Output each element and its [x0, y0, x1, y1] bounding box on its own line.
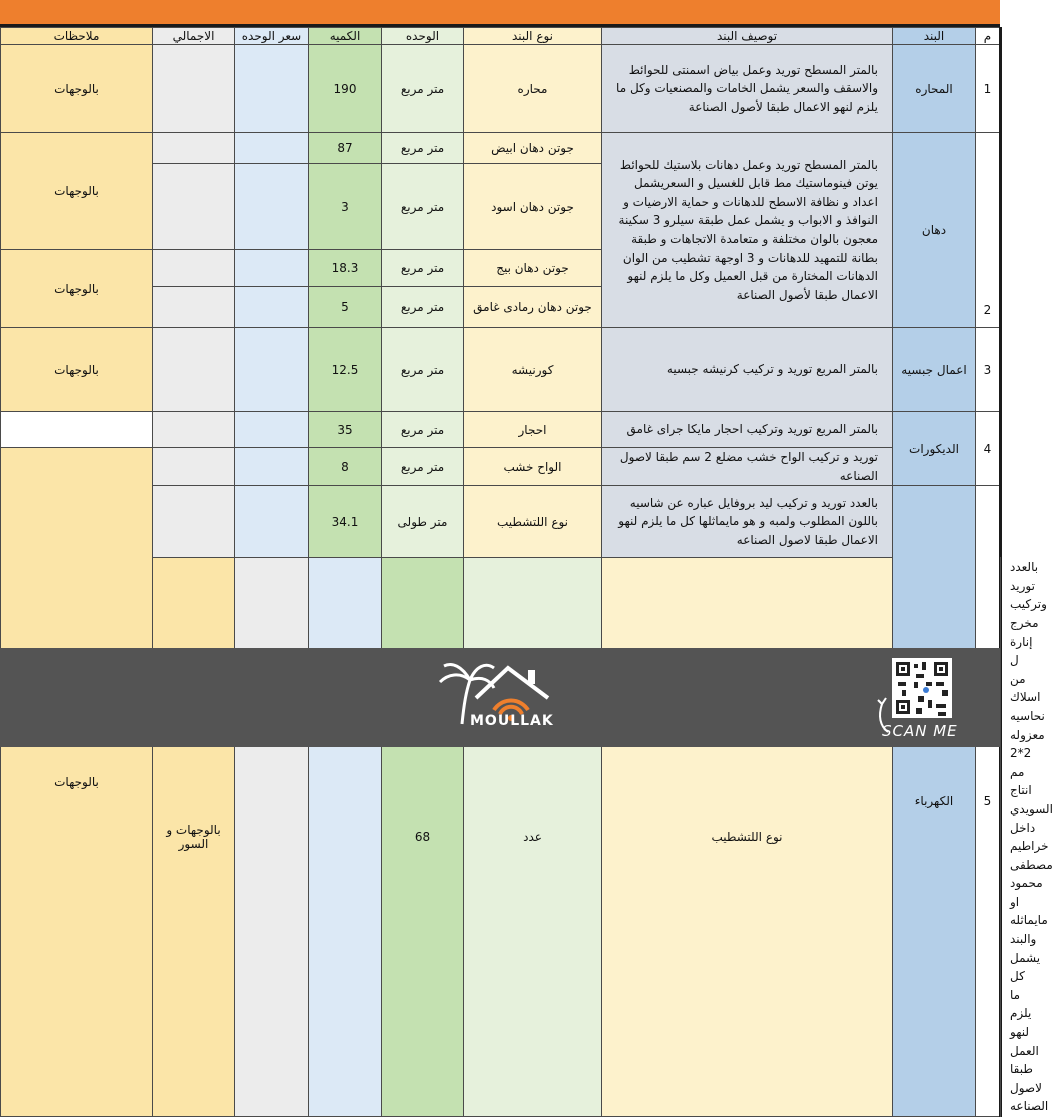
table-row [1, 448, 1001, 486]
item-type-cell: نوع اللتشطيب [602, 558, 893, 1117]
description-cell: بالمتر المسطح توريد وعمل بياض اسمنتى للحوائط والاسقف والسعر يشمل الخامات والمصنعيات وكل ما يلزم لنهو الاعمال طبقا لأصول الصناعة [602, 45, 893, 133]
table-row [1, 133, 1001, 164]
notes-cell: بالوجهات [1, 250, 153, 328]
item-type-cell: جوتن دهان ابيض [464, 133, 602, 164]
scan-me-label: SCAN ME [882, 722, 958, 740]
description-cell: بالمتر المسطح توريد وعمل دهانات بلاستيك للحوائط يوتن فينوماستيك مط قابل للغسيل و السعريشمل اعداد و نظافة الاسطح للدهانات و حماية الارضيات و النوافذ و الابواب و يشمل عمل طبقة سيلرو 3 سكينة معجون بالوان مختلفة و متعامدة الاتجاهات و طبقة بطانة للتمهيد للدهانات و 3 اوجهة تشطيب من الوان الدهانات المختارة من قبل العميل وكل ما يلزم لنهو الاعمال طبقا لأصول الصناعة [602, 133, 893, 328]
description-cell: بالمتر المربع توريد و تركيب كرنيشه جبسيه [602, 328, 893, 412]
quantity-cell: 18.3 [309, 250, 382, 287]
table-row: بالوجهات و السور 68 عدد نوع اللتشطيب بالعدد توريد وتركيب مخرج إنارة ل من اسلاك نحاسيه معزوله 2*2 مم انتاج السويدي داخل خراطيم مصطفى محمود او مايماثله والبند يشمل كل ما يلزم لنهو العمل طبقا لاصول الصناعه [1, 558, 1001, 1117]
table-row [1, 328, 1001, 412]
description-cell: بالعدد توريد و تركيب ليد بروفايل عباره عن شاسيه باللون المطلوب ولمبه و هو مايماثلها كل ما يلزم لنهو الاعمال طبقا لاصول الصناعه [602, 486, 893, 558]
item-type-cell: محاره [464, 45, 602, 133]
total-cell [153, 287, 235, 328]
total-cell [153, 45, 235, 133]
brand-name: MOULLAK [470, 713, 554, 729]
quantity-cell: 87 [309, 133, 382, 164]
item-cell: الديكورات [893, 412, 976, 486]
unit-price-cell [235, 133, 309, 164]
footer-bar [0, 648, 1000, 747]
notes-cell [1, 412, 153, 448]
total-cell [153, 412, 235, 448]
unit-cell: متر مربع [382, 287, 464, 328]
table-row [1, 45, 1001, 133]
number-cell: 5 [976, 486, 1001, 1117]
quantity-cell: 34.1 [309, 486, 382, 558]
unit-price-cell [235, 45, 309, 133]
number-cell: 1 [976, 45, 1001, 133]
header-item-type: نوع البند [464, 28, 602, 45]
item-type-cell: جوتن دهان رمادى غامق [464, 287, 602, 328]
quantity-cell: 12.5 [309, 328, 382, 412]
item-cell: اعمال جبسيه [893, 328, 976, 412]
number-cell: 2 [976, 133, 1001, 328]
quantity-cell: 5 [309, 287, 382, 328]
number-cell: 4 [976, 412, 1001, 486]
notes-cell: بالوجهات [1, 133, 153, 250]
unit-cell: متر مربع [382, 133, 464, 164]
item-type-cell: جوتن دهان بيج [464, 250, 602, 287]
item-cell: الكهرباء [893, 486, 976, 1117]
quantity-cell: 68 [382, 558, 464, 1117]
total-cell [153, 164, 235, 250]
notes-cell: بالوجهات [1, 328, 153, 412]
item-type-cell: كورنيشه [464, 328, 602, 412]
unit-price-cell [235, 164, 309, 250]
item-cell: دهان [893, 133, 976, 328]
unit-price-cell [235, 287, 309, 328]
header-item: البند [893, 28, 976, 45]
quantity-cell: 8 [309, 448, 382, 486]
header-description: توصيف البند [602, 28, 893, 45]
unit-cell: عدد [464, 558, 602, 1117]
unit-price-cell [235, 250, 309, 287]
item-type-cell: جوتن دهان اسود [464, 164, 602, 250]
quantity-cell: 35 [309, 412, 382, 448]
header-unit-price: سعر الوحده [235, 28, 309, 45]
unit-price-cell [235, 448, 309, 486]
item-type-cell: نوع اللتشطيب [464, 486, 602, 558]
unit-cell: متر مربع [382, 45, 464, 133]
notes-cell: بالوجهات [1, 448, 153, 1117]
total-cell [153, 133, 235, 164]
item-cell: المحاره [893, 45, 976, 133]
unit-cell: متر طولى [382, 486, 464, 558]
unit-cell: متر مربع [382, 412, 464, 448]
unit-cell: متر مربع [382, 250, 464, 287]
description-cell: بالمتر المربع توريد وتركيب احجار مايكا جراى غامق [602, 412, 893, 448]
notes-cell: بالوجهات [1, 45, 153, 133]
total-cell [235, 558, 309, 1117]
total-cell [153, 448, 235, 486]
table-row [1, 412, 1001, 448]
unit-cell: متر مربع [382, 448, 464, 486]
header-unit: الوحده [382, 28, 464, 45]
header-notes: ملاحظات [1, 28, 153, 45]
quantity-cell: 3 [309, 164, 382, 250]
description-cell: توريد و تركيب الواح خشب مضلع 2 سم طبقا لاصول الصناعه [602, 448, 893, 486]
boq-table [0, 27, 1053, 1117]
notes-cell: بالوجهات و السور [153, 558, 235, 1117]
number-cell: 3 [976, 328, 1001, 412]
unit-price-cell [235, 328, 309, 412]
unit-cell: متر مربع [382, 328, 464, 412]
item-type-cell: الواح خشب [464, 448, 602, 486]
unit-price-cell [235, 412, 309, 448]
unit-price-cell [235, 486, 309, 558]
total-cell [153, 486, 235, 558]
unit-cell: متر مربع [382, 164, 464, 250]
top-orange-bar [0, 0, 1000, 27]
total-cell [153, 250, 235, 287]
item-type-cell: احجار [464, 412, 602, 448]
total-cell [153, 328, 235, 412]
header-quantity: الكميه [309, 28, 382, 45]
unit-price-cell [309, 558, 382, 1117]
header-total: الاجمالي [153, 28, 235, 45]
header-number: م [976, 28, 1001, 45]
quantity-cell: 190 [309, 45, 382, 133]
header-row [1, 28, 1001, 45]
